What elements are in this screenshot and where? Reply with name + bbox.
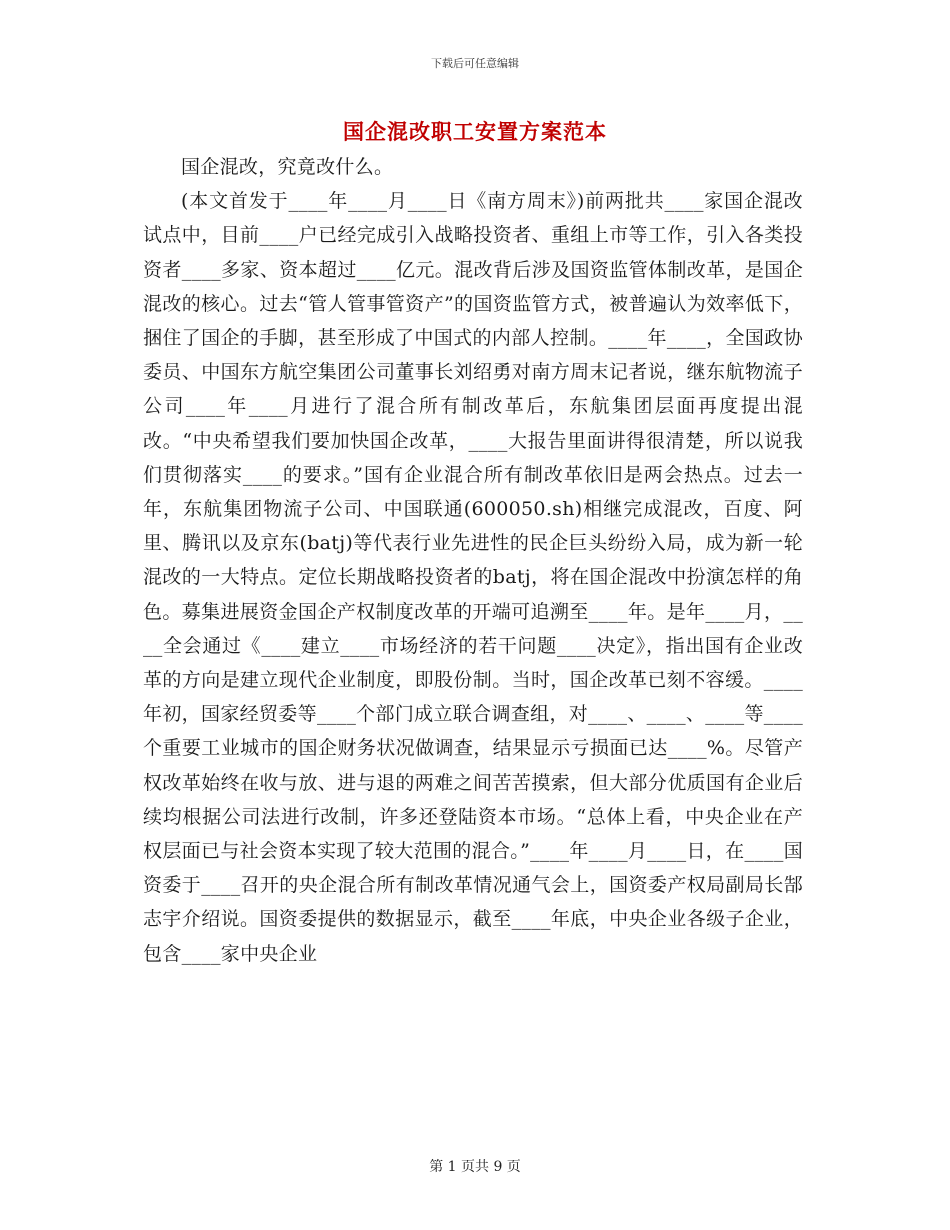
page-number: 第 1 页共 9 页 (429, 1159, 521, 1175)
page-header-note: 下载后可任意编辑 (431, 57, 519, 70)
document-title: 国企混改职工安置方案范本 (343, 119, 607, 144)
paragraph-main: (本文首发于____年____月____日《南方周末》)前两批共____家国企混改试点中，目前____户已经完成引入战略投资者、重组上市等工作，引入各类投资者____多家、资本超过____亿元。混改背后涉及国资监管体制改革，是国企混改的核心。过去“管人管事管资产”的国资监管方式，被普遍认为效率低下，捆住了国企的手脚，甚至形成了中国式的内部人控制。____年____，全国政协委员、中国东方航空集团公司董事长刘绍勇对南方周末记者说，继东航物流子公司____年____月进行了混合所有制改革后，东航集团层面再度提出混改。“中央希望我们要加快国企改革，____大报告里面讲得很清楚，所以说我们贯彻落实____的要求。”国有企业混合所有制改革依旧是两会热点。过去一年，东航集团物流子公司、中国联通(600050.sh)相继完成混改，百度、阿里、腾讯以及京东(batj)等代表行业先进性的民企巨头纷纷入局，成为新一轮混改的一大特点。定位长期战略投资者的batj，将在国企混改中扮演怎样的角色。募集进展资金国企产权制度改革的开端可追溯至____年。是年____月，____全会通过《____建立____市场经济的若干问题____决定》，指出国有企业改革的方向是建立现代企业制度，即股份制。当时，国企改革已刻不容缓。____年初，国家经贸委等____个部门成立联合调查组，对____、____、____等____个重要工业城市的国企财务状况做调查，结果显示亏损面已达____%。尽管产权改革始终在收与放、进与退的两难之间苦苦摸索，但大部分优质国有企业后续均根据公司法进行改制，许多还登陆资本市场。“总体上看，中央企业在产权层面已与社会资本实现了较大范围的混合。”____年____月____日，在____国资委于____召开的央企混合所有制改革情况通气会上，国资委产权局副局长郜志宇介绍说。国资委提供的数据显示，截至____年底，中央企业各级子企业，包含____家中央企业 (143, 190, 803, 965)
paragraph-intro: 国企混改，究竟改什么。 (181, 156, 394, 178)
document-body (143, 150, 803, 971)
